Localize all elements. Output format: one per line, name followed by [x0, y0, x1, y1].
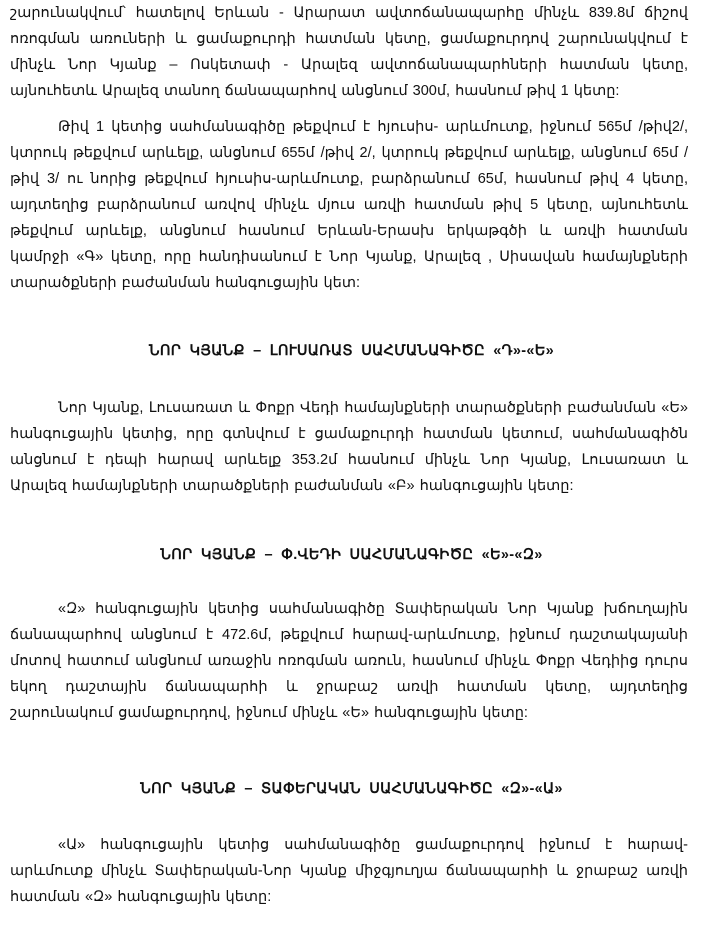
- paragraph-nor-kyank-taperakan: «Ա» հանգուցային կետից սահմանագիծը ցամաքուրդով իջնում է հարավ-արևմուտք մինչև Տափերական-Նոր Կյանք միջգյուղյա ճանապարհի և ջրաբաշ առվի հատման «Զ» հանգուցային կետը:: [10, 837, 688, 905]
- paragraph-point-1-description: Թիվ 1 կետից սահմանագիծը թեքվում է հյուսիս- արևմուտք, իջնում 565մ /թիվ2/, կտրուկ թեքվում արևելք, անցնում 655մ /թիվ 2/, կտրուկ թեքվում արևելք, անցնում 65մ /թիվ 3/ ու նորից թեքվում հյուսիս-արևմուտք, բարձրանում 65մ, հասնում թիվ 4 կետը, այդտեղից բարձրանում առվով մինչև մյուս առվի հատման թիվ 5 կետը, այնուհետև թեքվում արևելք, անցնում հասնում Երևան-Երասխ երկաթգծի և առվի հատման կամրջի «Գ» կետը, որը հանդիսանում է Նոր Կյանք, Արալեզ , Սիսավան համայնքների տարածքների բաժանման հանգուցային կետ:: [10, 119, 688, 291]
- section-heading-nor-kyank-lusarat: ՆՈՐ ԿՅԱՆՔ – ԼՈՒՍԱՌԱՏ ՍԱՀՄԱՆԱԳԻԾԸ «Դ»-«Ե»: [149, 343, 554, 359]
- paragraph-boundary-continuation: շարունակվում՝ հատելով Երևան - Արարատ ավտոճանապարհը մինչև 839.8մ ճիշով ոռոգման առուների և ցամաքուրդի հատման կետը, ցամաքուրդով շարունակվում է մինչև Նոր Կյանք – Ոսկետափ - Արալեզ ավտոճանապարհների հատման կետը, այնուհետև Արալեզ տանող ճանապարհով անցնում 300մ, հասնում թիվ 1 կետը:: [10, 5, 688, 99]
- paragraph-nor-kyank-p-vedi: «Զ» հանգուցային կետից սահմանագիծը Տափերական Նոր Կյանք խճուղային ճանապարհով անցնում է 472.6մ, թեքվում հարավ-արևմուտք, իջնում դաշտակայանի մոտով հատում անցնում առաջին ոռոգման առուն, հասնում մինչև Փոքր Վեդիից դուրս եկող դաշտային ճանապարհի և ջրաբաշ առվի հատման կետը, այդտեղից շարունակում ցամաքուրդով, իջնում մինչև «Ե» հանգուցային կետը:: [10, 601, 688, 721]
- section-heading-nor-kyank-p-vedi: ՆՈՐ ԿՅԱՆՔ – Փ.ՎԵԴԻ ՍԱՀՄԱՆԱԳԻԾԸ «Ե»-«Զ»: [160, 547, 543, 563]
- section-heading-nor-kyank-taperakan: ՆՈՐ ԿՅԱՆՔ – ՏԱՓԵՐԱԿԱՆ ՍԱՀՄԱՆԱԳԻԾԸ «Զ»-«Ա»: [140, 781, 563, 797]
- paragraph-nor-kyank-lusarat: Նոր Կյանք, Լուսառատ և Փոքր Վեդի համայնքների տարածքների բաժանման «Ե» հանգուցային կետից, որը գտնվում է ցամաքուրդի հատման կետում, սահմանագիծն անցնում է դեպի հարավ արևելք 353.2մ հասնում մինչև Նոր Կյանք, Լուսառատ և Արալեզ համայնքների տարածքների բաժանման «Բ» հանգուցային կետը:: [10, 400, 688, 494]
